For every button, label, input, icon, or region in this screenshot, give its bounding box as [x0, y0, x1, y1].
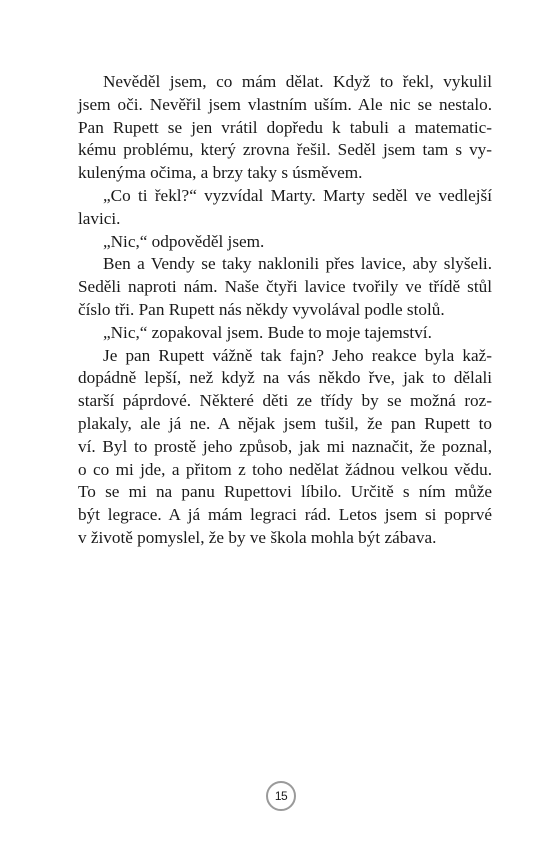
text-line: Seděli naproti nám. Naše čtyři lavice tvořily ve třídě stůl: [78, 277, 492, 297]
text-line: „Nic,“ odpověděl jsem.: [103, 231, 265, 251]
text-line: kulenýma očima, a brzy taky s úsměvem.: [78, 163, 363, 183]
text-line: kému problému, který zrovna řešil. Seděl jsem tam s vy-: [78, 140, 492, 160]
text-line: Pan Rupett se jen vrátil dopředu k tabuli a matematic-: [78, 117, 492, 137]
text-line: „Nic,“ zopakoval jsem. Bude to moje tajemství.: [103, 322, 432, 342]
text-line: starší páprdové. Některé děti ze třídy by se možná roz-: [78, 391, 492, 411]
text-line: Je pan Rupett vážně tak fajn? Jeho reakce byla kaž-: [103, 345, 492, 365]
text-line: To se mi na panu Rupettovi líbilo. Určitě s ním může: [78, 482, 492, 502]
text-line: Nevěděl jsem, co mám dělat. Když to řekl, vykulil: [103, 72, 492, 91]
page-number-badge: [266, 781, 296, 811]
text-line: číslo tři. Pan Rupett nás někdy vyvolával podle stolů.: [78, 299, 445, 319]
text-line: jsem oči. Nevěřil jsem vlastním uším. Ale nic se nestalo.: [78, 94, 492, 114]
text-line: dopádně lepší, než když na vás někdo řve, jak to dělali: [78, 368, 492, 388]
text-line: o co mi jde, a přitom z toho nedělat žádnou velkou vědu.: [78, 459, 492, 479]
text-line: Ben a Vendy se taky naklonili přes lavice, aby slyšeli.: [103, 254, 492, 274]
text-line: lavici.: [78, 208, 121, 228]
text-line: ví. Byl to prostě jeho způsob, jak mi naznačit, že poznal,: [78, 436, 492, 456]
text-line: být legrace. A já mám legraci rád. Letos jsem si poprvé: [78, 505, 492, 525]
body-text: [78, 71, 492, 550]
page-number: 15: [274, 789, 288, 803]
text-line: „Co ti řekl?“ vyzvídal Marty. Marty seděl ve vedlejší: [103, 185, 492, 205]
text-line: plakaly, ale já ne. A nějak jsem tušil, že pan Rupett to: [78, 413, 492, 433]
text-line: v životě pomyslel, že by ve škola mohla být zábava.: [78, 527, 437, 547]
